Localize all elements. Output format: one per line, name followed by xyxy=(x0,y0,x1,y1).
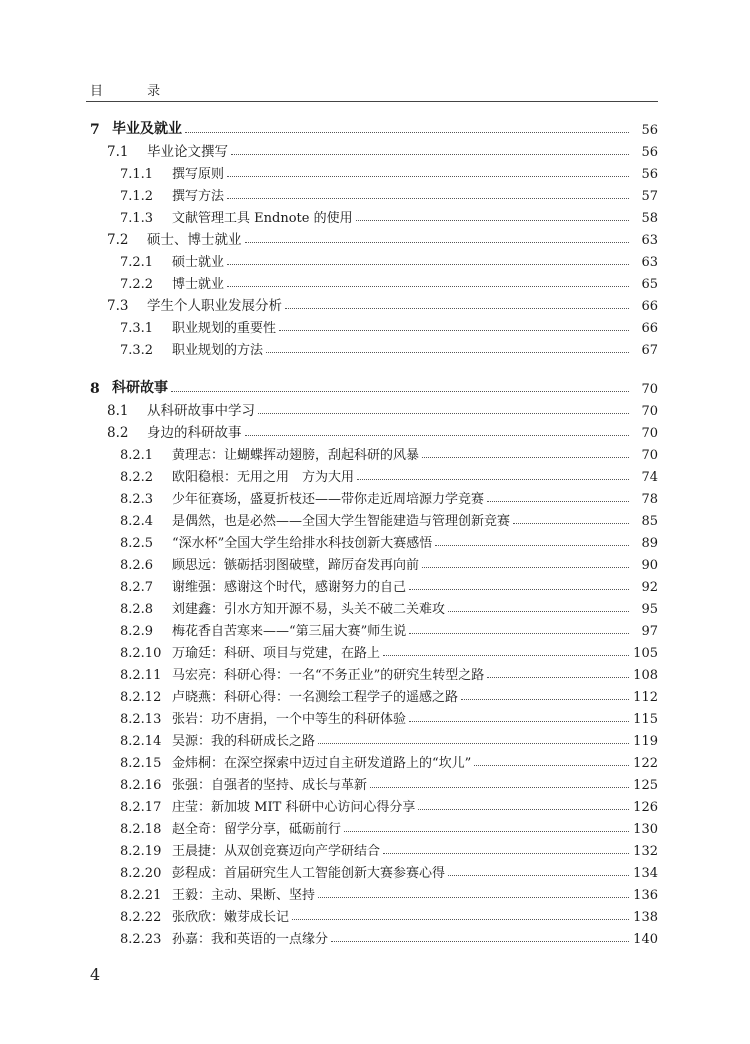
toc-entry[interactable] xyxy=(120,573,658,595)
toc-entry[interactable] xyxy=(120,463,658,485)
toc-entry-number: 8.2.3 xyxy=(120,492,154,507)
toc-entry-page: 105 xyxy=(633,646,658,661)
toc-entry-page: 122 xyxy=(633,756,658,771)
toc-entry-title: 金炜桐：在深空探索中迈过自主研发道路上的“坎儿” xyxy=(172,756,472,771)
toc-entry-title: 撰写原则 xyxy=(172,167,225,182)
toc-entry-title: 文献管理工具 Endnote 的使用 xyxy=(172,211,353,226)
toc-entry-title: 身边的科研故事 xyxy=(147,425,242,441)
dot-leader xyxy=(370,787,629,788)
toc-entry[interactable] xyxy=(120,639,658,661)
toc-entry-title: 张欣欣：嫩芽成长记 xyxy=(172,910,290,925)
dot-leader xyxy=(357,479,629,480)
toc-entry[interactable] xyxy=(107,138,658,160)
toc-entry-page: 95 xyxy=(641,602,658,617)
toc-entry[interactable] xyxy=(120,204,658,226)
toc-entry-title: 是偶然，也是必然——全国大学生智能建造与管理创新竞赛 xyxy=(172,514,511,529)
toc-entry-number: 8.2.23 xyxy=(120,932,162,947)
toc-entry-page: 92 xyxy=(641,580,658,595)
toc-entry[interactable] xyxy=(120,881,658,903)
toc-entry-number: 8.2.7 xyxy=(120,580,154,595)
dot-leader xyxy=(383,655,629,656)
dot-leader xyxy=(344,831,629,832)
toc-entry-number: 8.2.15 xyxy=(120,756,162,771)
toc-entry-page: 63 xyxy=(641,233,658,248)
toc-entry-title: “深水杯”全国大学生给排水科技创新大赛感悟 xyxy=(172,536,433,551)
toc-entry[interactable] xyxy=(107,292,658,314)
toc-entry[interactable] xyxy=(90,116,658,138)
toc-entry[interactable] xyxy=(120,749,658,771)
toc-entry[interactable] xyxy=(120,441,658,463)
toc-entry-page: 65 xyxy=(641,277,658,292)
toc-entry-page: 125 xyxy=(633,778,658,793)
toc-entry[interactable] xyxy=(120,815,658,837)
toc-entry-number: 8.2.12 xyxy=(120,690,162,705)
toc-entry[interactable] xyxy=(120,314,658,336)
toc-entry-number: 8.2.9 xyxy=(120,624,154,639)
toc-entry[interactable] xyxy=(120,771,658,793)
toc-entry-number: 7.3 xyxy=(107,298,129,314)
toc-entry-number: 8.2.6 xyxy=(120,558,154,573)
toc-entry-title: 黄理志：让蝴蝶挥动翅膀，刮起科研的风暴 xyxy=(172,448,420,463)
toc-entry-number: 8.2.13 xyxy=(120,712,162,727)
dot-leader xyxy=(318,743,629,744)
toc-entry-title: 张强：自强者的坚持、成长与革新 xyxy=(172,778,368,793)
page-number: 4 xyxy=(90,965,101,984)
dot-leader xyxy=(227,198,629,199)
toc-entry-title: 从科研故事中学习 xyxy=(147,403,255,419)
dot-leader xyxy=(422,567,629,568)
toc-entry-page: 70 xyxy=(641,426,658,441)
toc-entry-number: 8.2.5 xyxy=(120,536,154,551)
dot-leader xyxy=(227,264,629,265)
toc-entry-title: 博士就业 xyxy=(172,277,225,292)
toc-entry-number: 8.2.22 xyxy=(120,910,162,925)
toc-entry[interactable] xyxy=(120,661,658,683)
toc-entry[interactable] xyxy=(120,617,658,639)
toc-entry[interactable] xyxy=(120,595,658,617)
toc-entry-page: 112 xyxy=(633,690,658,705)
toc-entry[interactable] xyxy=(120,683,658,705)
toc-entry-title: 王毅：主动、果断、坚持 xyxy=(172,888,316,903)
toc-entry-number: 8.2.18 xyxy=(120,822,162,837)
toc-entry-number: 8.2.20 xyxy=(120,866,162,881)
toc-entry-title: 马宏亮：科研心得：一名“不务正业”的研究生转型之路 xyxy=(172,668,485,683)
toc-entry-page: 57 xyxy=(641,189,658,204)
dot-leader xyxy=(422,457,629,458)
toc-entry-number: 7.2.2 xyxy=(120,277,154,292)
toc-entry-page: 66 xyxy=(641,321,658,336)
toc-entry-page: 132 xyxy=(633,844,658,859)
toc-entry-title: 张岩：功不唐捐，一个中等生的科研体验 xyxy=(172,712,407,727)
dot-leader xyxy=(185,132,629,133)
toc-entry-number: 8 xyxy=(90,381,100,397)
dot-leader xyxy=(318,897,629,898)
toc-entry[interactable] xyxy=(120,182,658,204)
toc-entry-title: 欧阳稳根：无用之用 方为大用 xyxy=(172,470,355,485)
toc-entry[interactable] xyxy=(120,551,658,573)
toc-entry-page: 90 xyxy=(641,558,658,573)
toc-entry[interactable] xyxy=(120,160,658,182)
toc-entry[interactable] xyxy=(107,419,658,441)
toc-entry-number: 8.2.14 xyxy=(120,734,162,749)
toc-entry-title: 吴源：我的科研成长之路 xyxy=(172,734,316,749)
toc-entry[interactable] xyxy=(120,336,658,358)
toc-entry-page: 56 xyxy=(641,167,658,182)
toc-entry-number: 8.2.4 xyxy=(120,514,154,529)
dot-leader xyxy=(474,765,629,766)
toc-entry-number: 7.2.1 xyxy=(120,255,154,270)
toc-entry-number: 7.3.2 xyxy=(120,343,154,358)
toc-entry[interactable] xyxy=(120,705,658,727)
toc-entry-number: 8.2.16 xyxy=(120,778,162,793)
toc-entry-title: 硕士就业 xyxy=(172,255,225,270)
dot-leader xyxy=(409,589,629,590)
dot-leader xyxy=(292,919,629,920)
dot-leader xyxy=(461,699,629,700)
toc-entry[interactable] xyxy=(107,397,658,419)
toc-entry-title: 毕业论文撰写 xyxy=(147,144,228,160)
toc-entry[interactable] xyxy=(120,529,658,551)
toc-entry-title: 刘建鑫：引水方知开源不易，头关不破二关难攻 xyxy=(172,602,446,617)
toc-entry[interactable] xyxy=(90,375,658,397)
toc-entry-page: 140 xyxy=(633,932,658,947)
toc-entry-title: 职业规划的重要性 xyxy=(172,321,277,336)
toc-entry-page: 89 xyxy=(641,536,658,551)
toc-entry-page: 119 xyxy=(633,734,658,749)
toc-entry[interactable] xyxy=(120,793,658,815)
toc-entry-number: 8.2 xyxy=(107,425,129,441)
toc-entry-page: 56 xyxy=(641,123,658,138)
toc-entry-number: 7.2 xyxy=(107,232,129,248)
toc-entry-page: 108 xyxy=(633,668,658,683)
toc-entry[interactable] xyxy=(120,837,658,859)
toc-entry-page: 85 xyxy=(641,514,658,529)
toc-entry-number: 8.2.19 xyxy=(120,844,162,859)
toc-entry-page: 78 xyxy=(641,492,658,507)
toc-entry-title: 学生个人职业发展分析 xyxy=(147,298,282,314)
toc-entry[interactable] xyxy=(120,859,658,881)
toc-entry-number: 8.2.17 xyxy=(120,800,162,815)
toc-entry-page: 138 xyxy=(633,910,658,925)
toc-entry[interactable] xyxy=(120,727,658,749)
dot-leader xyxy=(383,853,629,854)
dot-leader xyxy=(356,220,629,221)
dot-leader xyxy=(285,308,629,309)
toc-entry-page: 74 xyxy=(641,470,658,485)
toc-entry-page: 130 xyxy=(633,822,658,837)
dot-leader xyxy=(231,154,629,155)
toc-entry-page: 56 xyxy=(641,145,658,160)
toc-entry-title: 撰写方法 xyxy=(172,189,225,204)
dot-leader xyxy=(227,286,629,287)
dot-leader xyxy=(409,633,629,634)
dot-leader xyxy=(487,677,629,678)
toc-entry-page: 115 xyxy=(633,712,658,727)
toc-entry-number: 7.1 xyxy=(107,144,129,160)
toc-entry-page: 70 xyxy=(641,382,658,397)
toc-entry-page: 97 xyxy=(641,624,658,639)
dot-leader xyxy=(409,721,629,722)
toc-entry-page: 58 xyxy=(641,211,658,226)
toc-entry-page: 66 xyxy=(641,299,658,314)
toc-entry-page: 70 xyxy=(641,448,658,463)
toc-entry-number: 8.1 xyxy=(107,403,129,419)
toc-entry-title: 彭程成：首届研究生人工智能创新大赛参赛心得 xyxy=(172,866,446,881)
toc-entry-page: 126 xyxy=(633,800,658,815)
toc-entry-number: 8.2.10 xyxy=(120,646,162,661)
toc-entry[interactable] xyxy=(120,507,658,529)
dot-leader xyxy=(435,545,629,546)
dot-leader xyxy=(448,611,629,612)
toc-entry-number: 8.2.2 xyxy=(120,470,154,485)
toc-entry-number: 7.1.1 xyxy=(120,167,154,182)
toc-entry-page: 136 xyxy=(633,888,658,903)
toc-entry-title: 梅花香自苦寒来——“第三届大赛”师生说 xyxy=(172,624,407,639)
toc-entry-title: 少年征赛场，盛夏折枝还——带你走近周培源力学竞赛 xyxy=(172,492,485,507)
toc-entry-title: 孙嘉：我和英语的一点缘分 xyxy=(172,932,329,947)
toc-entry-title: 谢维强：感谢这个时代，感谢努力的自己 xyxy=(172,580,407,595)
toc-entry-page: 134 xyxy=(633,866,658,881)
toc-entry-number: 7 xyxy=(90,122,100,138)
toc-entry-title: 王晨捷：从双创竞赛迈向产学研结合 xyxy=(172,844,381,859)
dot-leader xyxy=(171,391,629,392)
dot-leader xyxy=(266,352,629,353)
toc-entry-number: 8.2.21 xyxy=(120,888,162,903)
dot-leader xyxy=(448,875,629,876)
toc-entry[interactable] xyxy=(120,270,658,292)
toc-entry-title: 卢晓燕：科研心得：一名测绘工程学子的遥感之路 xyxy=(172,690,459,705)
toc-entry-number: 7.3.1 xyxy=(120,321,154,336)
toc-entry-number: 8.2.11 xyxy=(120,668,162,683)
dot-leader xyxy=(418,809,629,810)
toc-entry-title: 科研故事 xyxy=(112,380,168,396)
toc-entry-page: 67 xyxy=(641,343,658,358)
dot-leader xyxy=(331,941,629,942)
dot-leader xyxy=(227,176,629,177)
toc-entry-title: 顾思远：镞砺括羽图破壁，蹄厉奋发再向前 xyxy=(172,558,420,573)
toc-entry-number: 7.1.2 xyxy=(120,189,154,204)
dot-leader xyxy=(279,330,629,331)
toc-entry-number: 7.1.3 xyxy=(120,211,154,226)
dot-leader xyxy=(245,435,630,436)
toc-entry-number: 8.2.1 xyxy=(120,448,154,463)
toc-entry[interactable] xyxy=(120,248,658,270)
toc-entry-title: 庄莹：新加坡 MIT 科研中心访问心得分享 xyxy=(172,800,416,815)
running-header: 目 录 xyxy=(90,84,181,99)
toc-entry[interactable] xyxy=(120,925,658,947)
toc-entry-title: 毕业及就业 xyxy=(112,121,182,137)
dot-leader xyxy=(258,413,629,414)
toc-entry-page: 63 xyxy=(641,255,658,270)
toc-entry[interactable] xyxy=(107,226,658,248)
dot-leader xyxy=(245,242,630,243)
toc-entry[interactable] xyxy=(120,903,658,925)
toc-entry-title: 职业规划的方法 xyxy=(172,343,264,358)
toc-entry[interactable] xyxy=(120,485,658,507)
toc-entry-title: 赵全奇：留学分享，砥砺前行 xyxy=(172,822,342,837)
dot-leader xyxy=(513,523,629,524)
toc-entry-page: 70 xyxy=(641,404,658,419)
toc-entry-number: 8.2.8 xyxy=(120,602,154,617)
toc-entry-title: 万瑜廷：科研、项目与党建，在路上 xyxy=(172,646,381,661)
toc-entry-title: 硕士、博士就业 xyxy=(147,232,242,248)
dot-leader xyxy=(487,501,629,502)
